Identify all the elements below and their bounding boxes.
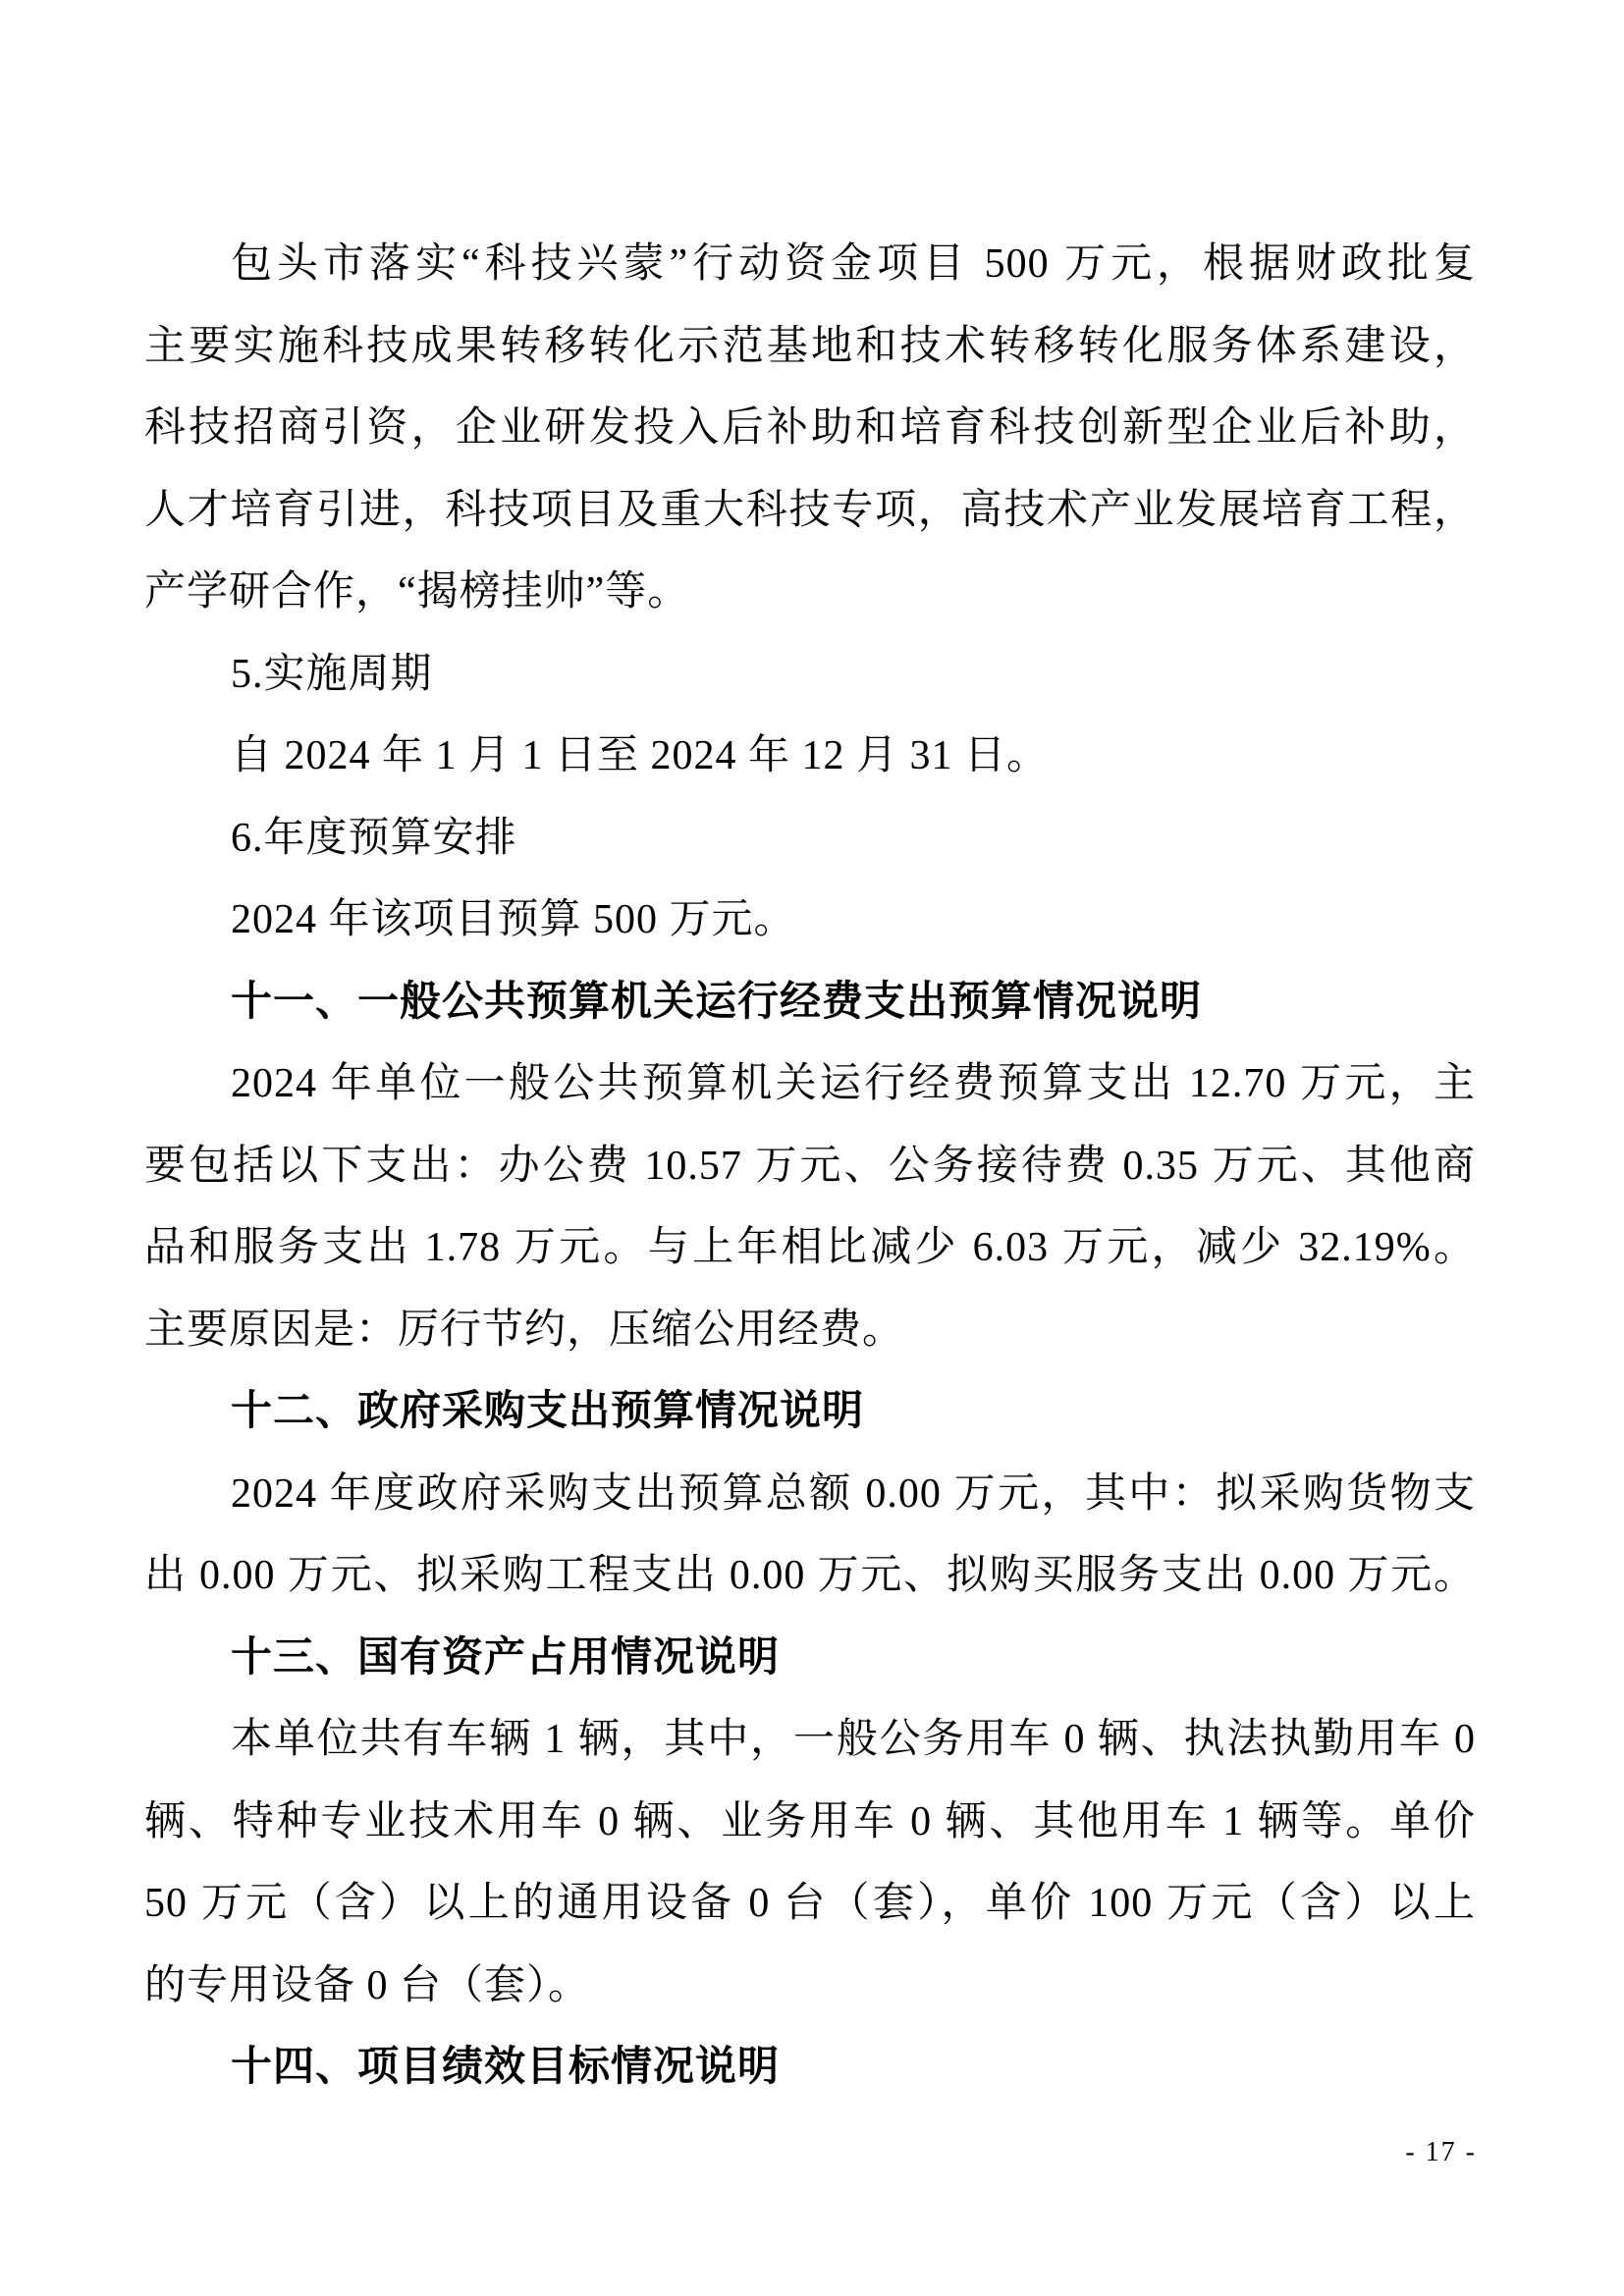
text-line: 辆、特种专业技术用车 0 辆、业务用车 0 辆、其他用车 1 辆等。单价 bbox=[144, 1798, 1476, 1844]
text-line: 2024 年度政府采购支出预算总额 0.00 万元，其中：拟采购货物支 bbox=[231, 1470, 1476, 1517]
text-line: 产学研合作，“揭榜挂帅”等。 bbox=[144, 569, 690, 614]
section-heading: 十三、国有资产占用情况说明 bbox=[231, 1634, 781, 1681]
text-line: 包头市落实“科技兴蒙”行动资金项目 500 万元，根据财政批复 bbox=[231, 241, 1476, 287]
text-line: 出 0.00 万元、拟采购工程支出 0.00 万元、拟购买服务支出 0.00 万元。 bbox=[144, 1553, 1476, 1598]
section-heading: 十四、项目绩效目标情况说明 bbox=[231, 2045, 781, 2090]
section-heading: 十一、一般公共预算机关运行经费支出预算情况说明 bbox=[231, 979, 1203, 1025]
text-line: 本单位共有车辆 1 辆，其中，一般公务用车 0 辆、执法执勤用车 0 bbox=[231, 1717, 1476, 1762]
text-line: 主要实施科技成果转移转化示范基地和技术转移转化服务体系建设， bbox=[144, 323, 1476, 369]
text-line: 6.年度预算安排 bbox=[231, 815, 517, 861]
text-line: 主要原因是：厉行节约，压缩公用经费。 bbox=[144, 1307, 905, 1353]
text-line: 5.实施周期 bbox=[231, 651, 433, 697]
text-line: 科技招商引资，企业研发投入后补助和培育科技创新型企业后补助， bbox=[144, 405, 1476, 451]
page-number: - 17 - bbox=[1405, 2137, 1477, 2167]
text-line: 自 2024 年 1 月 1 日至 2024 年 12 月 31 日。 bbox=[231, 733, 1050, 778]
text-line: 2024 年该项目预算 500 万元。 bbox=[231, 897, 796, 942]
document-body bbox=[144, 224, 1476, 2109]
text-line: 50 万元（含）以上的通用设备 0 台（套），单价 100 万元（含）以上 bbox=[144, 1881, 1476, 1926]
text-line: 要包括以下支出：办公费 10.57 万元、公务接待费 0.35 万元、其他商 bbox=[144, 1143, 1476, 1189]
section-heading: 十二、政府采购支出预算情况说明 bbox=[231, 1389, 865, 1434]
text-line: 2024 年单位一般公共预算机关运行经费预算支出 12.70 万元，主 bbox=[231, 1061, 1476, 1106]
text-line: 的专用设备 0 台（套）。 bbox=[144, 1962, 591, 2008]
text-line: 人才培育引进，科技项目及重大科技专项，高技术产业发展培育工程， bbox=[144, 487, 1476, 533]
text-line: 品和服务支出 1.78 万元。与上年相比减少 6.03 万元，减少 32.19%。 bbox=[144, 1225, 1476, 1270]
